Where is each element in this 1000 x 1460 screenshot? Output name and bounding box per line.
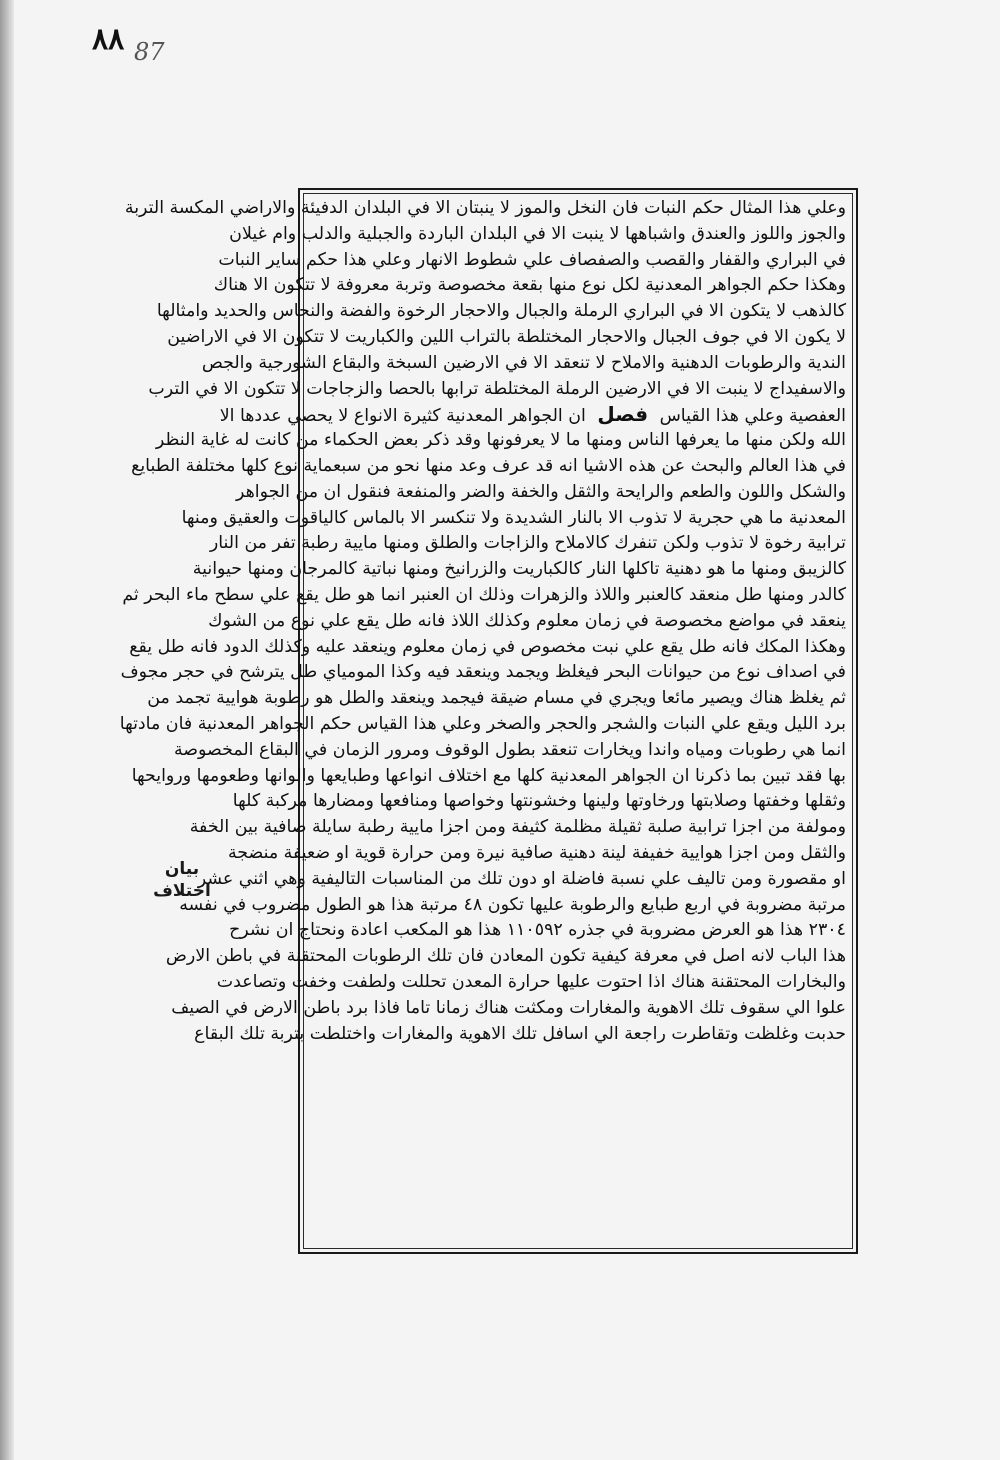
text-line: ومولفة من اجزا ترابية صلبة ثقيلة مظلمة كثيفة ومن اجزا مايية رطبة سايلة صافية بين الخفة bbox=[189, 817, 846, 838]
text-line: ٢٣٠٤ هذا هو العرض مضروبة في جذره ١١٠٥٩٢ هذا هو المكعب اعادة ونحتاج ان نشرح bbox=[229, 920, 846, 941]
binding-shadow bbox=[0, 0, 14, 1460]
text-line: بها فقد تبين بما ذكرنا ان الجواهر المعدنية كلها مع اختلاف انواعها وطبايعها والوانها وطعومها وروايحها bbox=[131, 765, 846, 786]
text-line: كالزيبق ومنها ما هو دهنية تاكلها النار كالكباريت والزرانيخ ومنها نباتية كالمرجان ومنها حيوانية bbox=[192, 559, 846, 580]
text-segment: ان الجواهر المعدنية كثيرة الانواع لا يحصي عددها الا bbox=[219, 406, 586, 427]
text-line: وهكذا المكك فانه طل يقع علي نبت مخصوص في زمان معلوم وينعقد عليه وكذلك الدود فانه طل يقع bbox=[129, 636, 846, 657]
text-line: هذا الباب لانه اصل في معرفة كيفية تكون المعادن فان تلك الرطوبات المحتقنة في باطن الارض bbox=[165, 946, 846, 967]
text-line: ثم يغلظ هناك ويصير مائعا ويجري في مسام ضيقة فيجمد وينعقد والطل هو رطوبة هوايية تجمد من bbox=[147, 688, 846, 709]
text-line: والشكل واللون والطعم والرايحة والثقل والخفة والضر والمنفعة فنقول ان من الجواهر bbox=[235, 481, 846, 502]
text-line: والاسفيداج لا ينبت الا في الارضين الرملة المختلطة ترابها بالحصا والزجاجات لا تتكون الا في الترب bbox=[148, 378, 846, 399]
text-line: او مقصورة ومن تاليف علي نسبة فاضلة او دون تلك من المناسبات التاليفية وهي اثني عشر bbox=[197, 868, 846, 889]
text-line: والثقل ومن اجزا هوايية خفيفة لينة دهنية صافية نيرة ومن حرارة قوية او ضعيفة منضجة bbox=[227, 842, 846, 863]
text-line: ترابية رخوة لا تذوب ولكن تنفرك كالاملاح والزاجات والطلق ومنها مايية رطبة تفر من النار bbox=[209, 533, 846, 554]
text-line: في اصداف نوع من حيوانات البحر فيغلظ ويجمد وينعقد فيه وكذا المومياي طل يترشح في حجر مجوف bbox=[120, 662, 846, 683]
folio-number: ٨٨ bbox=[92, 22, 125, 57]
text-line: وهكذا حكم الجواهر المعدنية لكل نوع منها بقعة مخصوصة وتربة معروفة لا تتكون الا هناك bbox=[213, 275, 846, 296]
text-line: وعلي هذا المثال حكم النبات فان النخل والموز لا ينبتان الا في البلدان الدفيئة والاراضي المكسة التربة bbox=[124, 198, 846, 218]
chapter-heading: فصل bbox=[597, 402, 649, 427]
heading-line bbox=[219, 402, 846, 428]
text-line: كالذهب لا يتكون الا في البراري الرملة والجبال والاحجار الرخوة والفضة والنحاس والحديد وامثالها bbox=[156, 301, 846, 322]
text-line: وثقلها وخفتها وصلابتها ورخاوتها ولينها وخشونتها وخواصها ومنافعها ومضارها مركبة كلها bbox=[232, 791, 846, 812]
folio-pencil-number: 87 bbox=[134, 38, 165, 66]
text-line: كالدر ومنها طل منعقد كالعنبر واللاذ والزهرات وذلك ان العنبر انما هو طل يقع علي سطح ماء البحر ثم bbox=[122, 584, 846, 605]
text-line: لا يكون الا في جوف الجبال والاحجار المختلطة بالتراب اللين والكباريت لا تتكون الا في الاراضين bbox=[167, 326, 846, 347]
text-line: والبخارات المحتقنة هناك اذا احتوت عليها حرارة المعدن تحللت ولطفت وخفت وتصاعدت bbox=[216, 971, 846, 992]
text-line: ينعقد في مواضع مخصوصة في زمان معلوم وكذلك اللاذ فانه طل يقع علي نوع من الشوك bbox=[208, 610, 846, 631]
text-line: في هذا العالم والبحث عن هذه الاشيا انه قد عرف وعد منها نحو من سبعماية نوع كلها مختلفة الطبايع bbox=[131, 455, 846, 476]
text-line: الندية والرطوبات الدهنية والاملاح لا تنعقد الا في الارضين السبخة والبقاع الشورجية والجص bbox=[201, 352, 846, 373]
text-line: الله ولكن منها ما يعرفها الناس ومنها ما لا يعرفونها وقد ذكر بعض الحكماء من كانت له غاية النظر bbox=[155, 430, 846, 451]
text-line: انما هي رطوبات ومياه واندا ويخارات تنعقد بطول الوقوف ومرور الزمان في البقاع المخصوصة bbox=[173, 739, 846, 760]
text-line: والجوز واللوز والعندق واشباهها لا ينبت الا في البلدان الباردة والجبلية والدلب وام غيلان bbox=[229, 223, 846, 244]
text-line: حدبت وغلظت وتقاطرت راجعة الي اسافل تلك الاهوية والمغارات واختلطت بتربة تلك البقاع bbox=[194, 1023, 846, 1044]
text-line: في البراري والقفار والقصب والصفصاف علي شطوط الانهار وعلي هذا حكم ساير النبات bbox=[218, 249, 846, 270]
text-line: مرتبة مضروبة في اربع طبايع والرطوبة عليها تكون ٤٨ مرتبة هذا هو الطول مضروب في نفسه bbox=[179, 894, 846, 915]
text-line: برد الليل ويقع علي النبات والشجر والحجر والصخر وعلي هذا القياس حكم الجواهر المعدنية فان مادتها bbox=[119, 713, 846, 734]
text-segment: العفصية وعلي هذا القياس bbox=[659, 406, 846, 427]
margin-note: بيان اختلاف bbox=[153, 859, 211, 901]
text-line: علوا الي سقوف تلك الاهوية والمغارات ومكثت هناك زمانا تاما فاذا برد باطن الارض في الصيف bbox=[171, 997, 846, 1018]
text-line: المعدنية ما هي حجرية لا تذوب الا بالنار الشديدة ولا تنكسر الا بالماس كالياقوت والعقيق ومنها bbox=[181, 507, 846, 528]
